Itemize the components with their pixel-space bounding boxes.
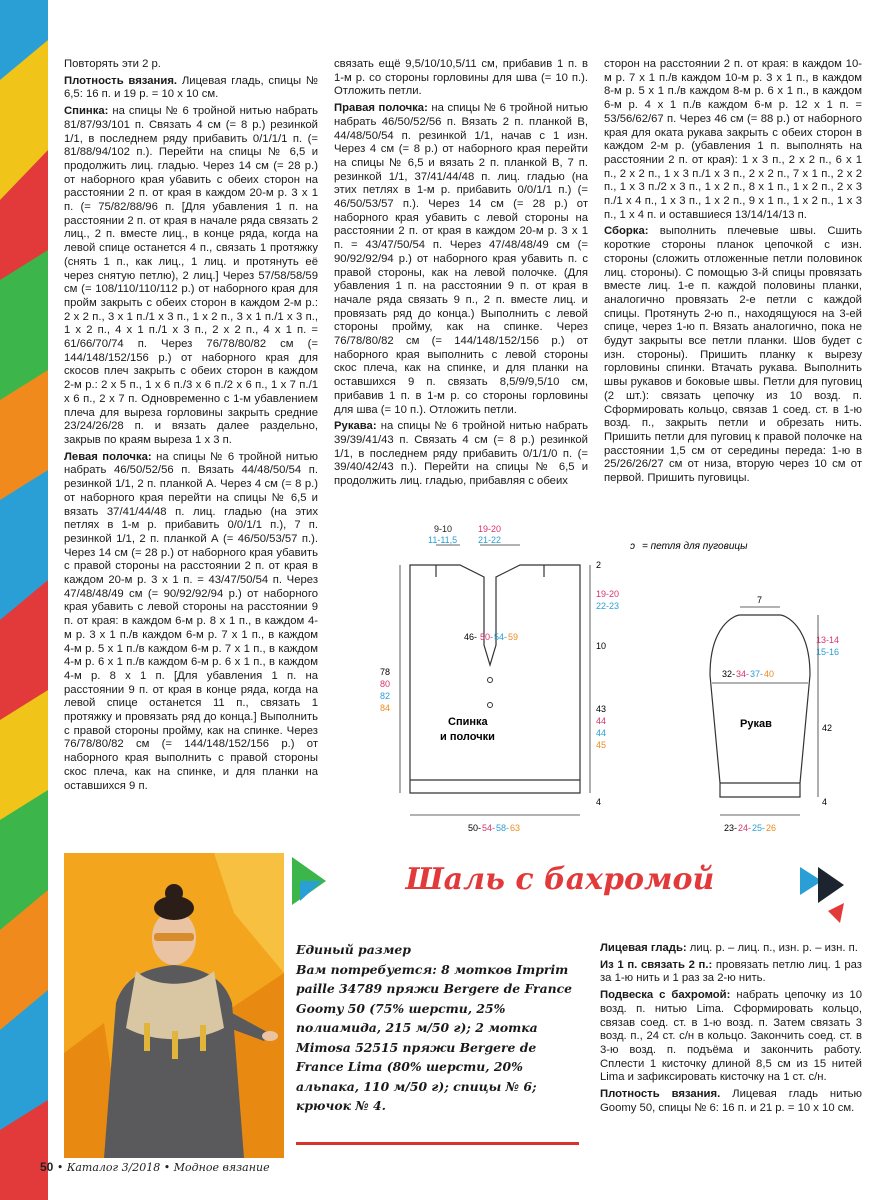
dim-label: 50- (468, 823, 482, 833)
dim-label: 82 (380, 691, 391, 701)
paragraph: сторон на расстоянии 2 п. от края: в каждом 10-м р. 7 х 1 п./в каждом 10-м р. 3 х 1 п., в каждом 8-м р. 5 х 1 п./в каждом 8-м р. 6 х 1 п., в каждом 6-м р. 4 х 1 п./в каждом 6-м р. 12 х 1 п. = 53/56/62/67 п. Через 46 см (= 88 р.) от наборного края для оката рукава закрыть с обеих сторон в каждом 2-м р. (убавления 1 п. выполнять на расстоянии 2 п. от края): 1 х 3 п., 2 х 2 п., 6 х 1 п., 2 х 2 п., 1 х 3 п./1 х 3 п., 2 х 2 п., 7 х 1 п., 2 х 2 п., 1 х 3 п./2 х 3 п., 1 х 2 п., 8 х 1 п., 1 х 2 п., 2 х 3 п./1 х 4 п., 1 х 3 п., 1 х 2 п., 9 х 1 п., 1 х 2 п., 1 х 3 п., 1 х 4 п. и оставшиеся 13/14/14/13 п. (604, 58, 862, 221)
paragraph: Правая полочка: на спицы № 6 тройной нитью набрать 46/50/52/56 п. Вязать 2 п. планкой В, 44/48/50/54 п. резинкой 1/1, начав с 1 изн. Через 4 см (= 8 р.) от наборного края перейти на спицы № 6,5 и вязать 2 п. планкой В, 7 п. резинкой 1/1, 37/41/44/48 п. лиц. гладью (на этих петлях в 1-м р. прибавить 0/0/1/1 п.) (= 46/50/53/57 п.). Через 14 см (= 28 р.) от наборного края убавить с левой стороны на расстоянии 2 п. от края в каждом 20-м р. 3 х 1 п. = 43/47/50/54 п. Через 47/48/48/49 см (= 90/92/92/94 р.) от наборного края убавить п. с правой стороны, как на левой полочке. (Для убавления 1 п. на расстоянии 9 п. от края в начале ряда связать 9 п., 2 п. вместе лиц. и провязать ряд до конца.) Выполнить с левой стороны пройму, как на спинке. Через 76/78/80/82 см (= 144/148/152/156 р.) от наборного края выполнить с левой стороны скос плеча, как на спинке, и для планки на оставшихся 9 п. связать 8,5/9/9,5/10 см, прибавив 1 п. в 1-м р. со стороны горловины для шва (= 10 п.). Отложить петли. (334, 102, 588, 416)
divider (296, 1142, 579, 1145)
dim-label: 37- (750, 669, 764, 679)
section-heading: Из 1 п. связать 2 п.: (600, 958, 713, 971)
pattern-schematic (340, 515, 870, 845)
page-footer (40, 1160, 270, 1174)
paragraph: Сборка: выполнить плечевые швы. Сшить короткие стороны планок цепочкой с изн. стороны (сложить отложенные петли половинок лиц. стороны). С помощью 3-й спицы провязать вместе лиц. 1-е п. каждой половины планки, аналогично провязать 2-е петли с каждой спицы. Протянуть 2-ю п., находящуюся на 3-ей спице, через 1-ю п. Вязать аналогично, пока не будут закрыты все петли планки. Шов будет с изн. стороны). Пришить планку к вырезу горловины спинки. Втачать рукава. Выполнить швы рукавов и боковые швы. Петли для пуговиц (2 шт.): связать цепочку из 10 возд. п. Сформировать кольцо, связав 1 соед. ст. в 1-ю возд. п., закрыть петли и обрезать нить. Пришить петли для пуговиц к правой полочке на расстоянии 1,5 см от середины переда: 1-ю в 25/26/26/27 см от низа, вторую через 10 см от первой. Пришить пуговицы. (604, 225, 862, 485)
paragraph: Плотность вязания. Лицевая гладь, спицы № 6,5: 16 п. и 19 р. = 10 х 10 см. (64, 74, 318, 101)
shawl-title: Шаль с бахромой (405, 862, 715, 897)
dim-label: 59 (508, 632, 519, 642)
text-column-1 (64, 58, 318, 796)
dim-label: 21-22 (478, 535, 502, 545)
dim-label: 11-11,5 (428, 535, 458, 545)
dim-label: 22-23 (596, 601, 620, 611)
dim-label: 15-16 (816, 647, 840, 657)
dim-label: 4 (596, 797, 602, 807)
section-heading: Плотность вязания. (600, 1088, 721, 1101)
dim-label: 58- (496, 823, 510, 833)
dim-label: 25- (752, 823, 766, 833)
decorative-side-strip (0, 0, 48, 1200)
dim-label: 34- (736, 669, 750, 679)
paragraph: Повторять эти 2 р. (64, 58, 161, 70)
materials-block (296, 940, 578, 1116)
dim-label: 78 (380, 667, 391, 677)
section-heading: Рукава: (334, 420, 377, 433)
decorative-arrow-icon (292, 857, 332, 905)
dim-label: 9-10 (434, 524, 453, 534)
size-line: Единый размер (296, 942, 411, 957)
buttonhole-icons (488, 678, 493, 708)
paragraph: Спинка: на спицы № 6 тройной нитью набрать 81/87/93/101 п. Связать 4 см (= 8 р.) резинкой 1/1, в последнем ряду прибавить 0/1/1/1 п. (= 81/88/94/102 п.). Перейти на спицы № 6,5 и продолжить лиц. гладью. Через 14 см (= 28 р.) от наборного края убавить с обеих сторон на расстоянии 2 п. от края в каждом 20-м р. 3 х 1 п. (= 75/82/88/96 п. [Для убавления 1 п. на расстоянии 2 п. от края в начале ряда связать 2 лиц., 2 п. вместе лиц., в конце ряда, когда на левой спице останется 4 п., связать 1 протяжку (снять 1 п., как лиц., 1 лиц. и протянуть её через снятую петлю), 2 лиц.] Через 57/58/58/59 см (= 108/110/110/112 р.) от наборного края для пройм закрыть с обеих сторон в каждом 2-м р.: 2 х 2 п., 3 х 1 п./1 х 3 п., 1 х 2 п., 3 х 1 п./1 х 3 п., 1 х 2 п., 4 х 1 п./1 х 3 п., 2 х 2 п., 4 х 1 п. = 61/66/70/74 п. Через 76/78/80/82 см (= 144/148/152/156 р.) от наборного края для скосов плеч закрыть с обеих сторон в каждом 2-м р.: 2 х 5 п., 1 х 6 п./3 х 6 п./2 х 6 п., 1 х 7 п./1 х 6 п., 2 х 7 п. Одновременно с 1-м убавлением плеча для выреза горловины закрыть средние 23/24/26/28 п. и вязать далее раздельно, закрыв по краям выреза 1 х 3 п. (64, 105, 318, 446)
dim-label: 4 (822, 797, 828, 807)
dim-label: 44 (596, 716, 607, 726)
materials-text: Вам потребуется: 8 мотков Imprim paille 34789 пряжи Bergere de France Goomy 50 (75% шерсти, 25% полиамида, 215 м/50 г); 2 мотка Mimosa 52515 пряжи Bergere de France Lima (80% шерсти, 20% альпака, 110 м/50 г); спицы № 6; крючок № 4. (296, 961, 573, 1113)
section-heading: Левая полочка: (64, 450, 152, 463)
paragraph: связать ещё 9,5/10/10,5/11 см, прибавив 1 п. в 1-м р. со стороны горловины для шва (= 10 п.). Отложить петли. (334, 58, 588, 98)
footer-text: • Каталог 3/2018 • Модное вязание (53, 1161, 270, 1174)
dim-label: 13-14 (816, 635, 840, 645)
body-label: и полочки (440, 731, 495, 743)
dim-label: 63 (510, 823, 521, 833)
body-label: Спинка (448, 716, 488, 728)
dim-label: 84 (380, 703, 391, 713)
paragraph: Из 1 п. связать 2 п.: провязать петлю лиц. 1 раз за 1-ю нить и 1 раз за 2-ю нить. (600, 958, 862, 985)
section-heading: Сборка: (604, 225, 649, 238)
decorative-arrow-icon (800, 867, 860, 927)
text-column-2 (334, 58, 588, 492)
dim-label: 24- (738, 823, 752, 833)
dim-label: 2 (596, 560, 602, 570)
dim-label: 54- (494, 632, 508, 642)
paragraph: Рукава: на спицы № 6 тройной нитью набрать 39/39/41/43 п. Связать 4 см (= 8 р.) резинкой 1/1, в последнем ряду прибавить 0/1/1/0 п. (= 39/40/42/43 п.). Перейти на спицы № 6,5 и продолжить лиц. гладью, прибавляя с обеих (334, 420, 588, 488)
dim-label: 80 (380, 679, 391, 689)
legend-text: = петля для пуговицы (642, 541, 748, 552)
dim-label: 54- (482, 823, 496, 833)
dim-label: 42 (822, 723, 833, 733)
section-heading: Плотность вязания. (64, 74, 178, 87)
dim-label: 45 (596, 740, 607, 750)
paragraph: Подвеска с бахромой: набрать цепочку из 10 возд. п. нитью Lima. Сформировать кольцо, связав соед. ст. в 1-ю возд. п. Затем связать 3 возд. п., 24 ст. с/н в кольцо. Закончить соед. ст. в 3-ю возд. п. подъёма и закончить работу. Сплести 1 кисточку длиной 8,5 см из 15 нитей Lima и зафиксировать кисточку на 1 ст. с/н. (600, 989, 862, 1084)
section-heading: Спинка: (64, 105, 109, 118)
model-photo (64, 853, 284, 1158)
section-heading: Лицевая гладь: (600, 942, 687, 954)
page-number: 50 (40, 1160, 54, 1174)
dim-label: 40 (764, 669, 775, 679)
sleeve-outline (710, 615, 810, 797)
dim-label: 46- (464, 632, 478, 642)
section-heading: Подвеска с бахромой: (600, 989, 731, 1002)
dim-label: 10 (596, 641, 607, 651)
section-heading: Правая полочка: (334, 102, 428, 115)
dim-label: 19-20 (478, 524, 502, 534)
dim-label: 50- (480, 632, 494, 642)
body-outline (410, 565, 580, 793)
dim-label: 44 (596, 728, 607, 738)
dim-label: 7 (757, 595, 763, 605)
dim-label: 26 (766, 823, 777, 833)
paragraph: Плотность вязания. Лицевая гладь нитью Goomy 50, спицы № 6: 16 п. и 21 р. = 10 х 10 см. (600, 1088, 862, 1114)
legend-icon: ɔ (630, 541, 635, 552)
paragraph: Лицевая гладь: лиц. р. – лиц. п., изн. р. – изн. п. (600, 942, 858, 954)
shawl-instructions (600, 942, 862, 1118)
dim-label: 32- (722, 669, 736, 679)
paragraph: Левая полочка: на спицы № 6 тройной нитью набрать 46/50/52/56 п. Вязать 44/48/50/54 п. резинкой 1/1, 2 п. планкой А. Через 4 см (= 8 р.) от наборного края перейти на спицы № 6,5 и вязать 37/41/44/48 п. лиц. гладью (на этих петлях в 1-м р. прибавить 0/0/1/1 п.), 7 п. резинкой 1/1, 2 п. планкой А (= 46/50/53/57 п.). Через 14 см (= 28 р.) от наборного края убавить с правой стороны на расстоянии 2 п. от края в каждом 20-м р. 3 х 1 п. = 43/47/50/54 п. Через 47/48/48/49 см (= 90/92/92/94 р.) от наборного края убавить с левой стороны на расстоянии 9 п. от края: в каждом 6-м р. 8 х 1 п., в каждом 4-м р. 3 х 1 п./в каждом 6-м р. 7 х 1 п., в каждом 4-м р. 5 х 1 п./в каждом 6-м р. 7 х 1 п., в каждом 4-м р. 6 х 1 п./в каждом 6-м р. 6 х 1 п., в каждом 4-м р. 8 х 1 п. [Для убавления 1 п. на расстоянии 9 п. от края в конце ряда, когда на левой спице останется 11 п., связать 1 протяжку и провязать ряд до конца.] Выполнить с правой стороны пройму, как на спинке. Через 76/78/80/82 см (= 144/148/152/156 р.) от наборного края выполнить с правой стороны скос плеча, как на спинке, и для планки на оставшихся 9 п. (64, 450, 318, 792)
dim-label: 23- (724, 823, 738, 833)
text-column-3 (604, 58, 862, 489)
dim-label: 43 (596, 704, 607, 714)
dim-label: 19-20 (596, 589, 620, 599)
sleeve-label: Рукав (740, 718, 772, 730)
